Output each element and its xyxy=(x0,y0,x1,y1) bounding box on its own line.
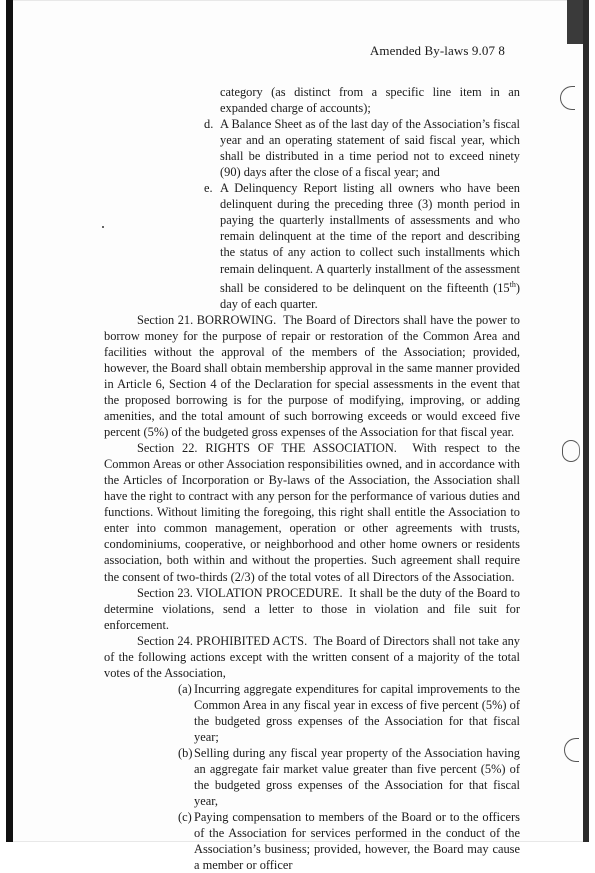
section-22 xyxy=(104,440,520,584)
section-21 xyxy=(104,312,520,440)
scan-edge-corner xyxy=(567,0,583,44)
scan-edge-right xyxy=(583,0,589,842)
punch-hole-top xyxy=(560,86,575,110)
scan-edge-left xyxy=(6,0,13,842)
list-item-a xyxy=(104,681,520,745)
scan-speck xyxy=(102,226,104,228)
list-marker: (c) xyxy=(178,810,192,825)
section-23 xyxy=(104,585,520,633)
section-heading: Section 21. BORROWING. xyxy=(137,312,277,327)
list-marker: d. xyxy=(204,117,214,132)
list-item-continuation: category (as distinct from a specific line item in an expanded charge of accounts); xyxy=(220,85,520,116)
list-marker: (a) xyxy=(178,681,192,696)
section-text: With respect to the Common Areas or other Association responsibilities owned, and in accordance with the Articles of Incorporation or By-laws of the Association, the Association shall have the right to contract with any person for the performance of various duties and functions. Without limiting the foregoing, this right shall entitle the Association to enter into common management, operation or other agreements with trusts, condominiums, cooperative, or neighborhood and other home owners or residents association, both within and without the properties. Such agreement shall require the consent of two-thirds (2/3) of the total votes of all Directors of the Association. xyxy=(104,441,520,584)
list-item-text: Incurring aggregate expenditures for capital improvements to the Common Area in any fiscal year in excess of five percent (5%) of the budgeted gross expenses of the Association for that fiscal year; xyxy=(194,681,520,744)
list-item-text: Selling during any fiscal year property of the Association having an aggregate fair market value greater than five percent (5%) of the budgeted gross expenses of the Association for that fiscal year, xyxy=(194,746,520,809)
document-body xyxy=(104,84,520,873)
list-marker: (b) xyxy=(178,746,193,761)
list-item-e xyxy=(104,180,520,312)
section-heading: Section 24. PROHIBITED ACTS. xyxy=(137,633,308,648)
list-item-d xyxy=(104,116,520,180)
punch-hole-middle xyxy=(562,440,580,462)
section-text: It shall be the duty of the Board to determine violations, send a letter to those in violation and file suit for enforcement. xyxy=(104,585,520,632)
list-marker: e. xyxy=(204,181,213,196)
list-item-c xyxy=(104,809,520,873)
section-text: The Board of Directors shall have the power to borrow money for the purpose of repair or restoration of the Common Area and facilities without the approval of the members of the Association; provided, however, the Board shall obtain membership approval in the same manner provided in Article 6, Section 4 of the Declaration for special assessments in the event that the proposed borrowing is for the purpose of modifying, improving, or adding amenities, and the total amount of such borrowing exceeds or would exceed five percent (5%) of the budgeted gross expenses of the Association for that fiscal year. xyxy=(104,312,520,440)
list-item-b xyxy=(104,745,520,809)
list-item-text-end: ) day of each quarter. xyxy=(220,280,520,311)
punch-hole-bottom xyxy=(564,738,579,762)
list-item-text: Paying compensation to members of the Board or to the officers of the Association for services performed in the conduct of the Association’s business; provided, however, the Board may cause a member or officer xyxy=(194,810,520,873)
superscript: th xyxy=(509,279,516,289)
section-heading: Section 22. RIGHTS OF THE ASSOCIATION. xyxy=(137,441,397,456)
page-header: Amended By-laws 9.07 8 xyxy=(369,43,505,58)
section-heading: Section 23. VIOLATION PROCEDURE. xyxy=(137,585,343,600)
list-item-text: A Balance Sheet as of the last day of the Association’s fiscal year and an operating statement of said fiscal year, which shall be distributed in a time period not to exceed ninety (90) days after the close of a fiscal year; and xyxy=(220,117,520,180)
section-text: The Board of Directors shall not take any of the following actions except with the written consent of a majority of the total votes of the Association, xyxy=(104,633,520,680)
section-24 xyxy=(104,633,520,681)
list-item-text: A Delinquency Report listing all owners who have been delinquent during the preceding three (3) month period in paying the quarterly installments of assessments and who remain delinquent at the time of the report and describing the status of any action to collect such installments which remain delinquent. A quarterly installment of the assessment shall be considered to be delinquent on the fifteenth (15 xyxy=(220,181,520,295)
document-page xyxy=(6,0,589,873)
